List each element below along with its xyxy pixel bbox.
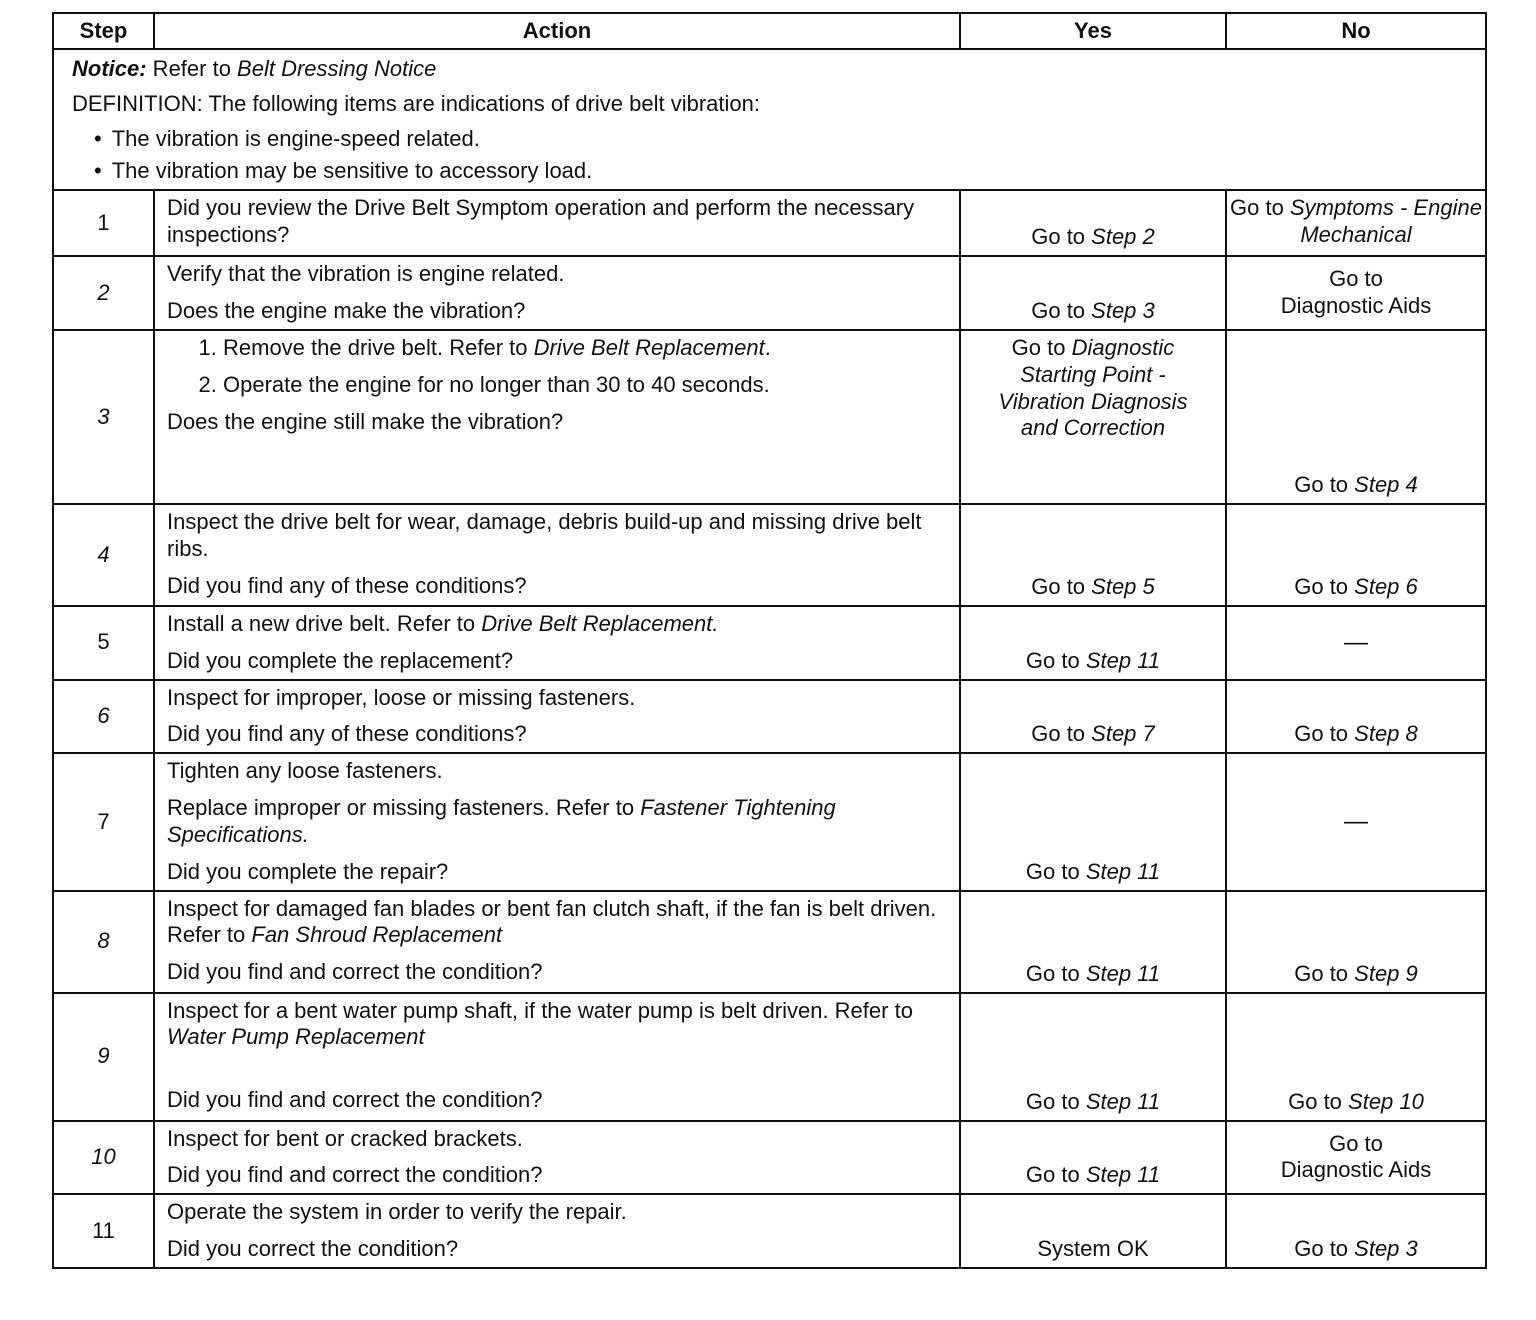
yes-text: Go to	[1031, 298, 1092, 324]
step-link[interactable]: Step 11	[1085, 647, 1161, 673]
action-text	[167, 611, 949, 638]
action-cell	[154, 680, 960, 754]
drive-belt-link[interactable]: Drive Belt Replacement	[533, 334, 765, 360]
yes-text: Go to	[1011, 334, 1072, 360]
no-cell	[1226, 504, 1486, 606]
yes-cell	[960, 190, 1226, 256]
action-question: Did you correct the condition?	[167, 1236, 459, 1262]
yes-cell	[960, 606, 1226, 680]
action-steps	[167, 335, 949, 399]
header-row	[53, 13, 1486, 49]
action-question: Did you review the Drive Belt Symptom operation and perform the necessary inspections?	[167, 195, 915, 248]
yes-cell	[960, 1121, 1226, 1195]
item-text: .	[764, 334, 771, 360]
action-text	[167, 998, 949, 1052]
table-row	[53, 1194, 1486, 1268]
action-cell	[154, 190, 960, 256]
header-yes: Yes	[960, 13, 1226, 49]
action-question: Did you find and correct the condition?	[167, 1087, 543, 1113]
header-action: Action	[154, 13, 960, 49]
action-cell	[154, 606, 960, 680]
action-text-part: Inspect for a bent water pump shaft, if the water pump is belt driven. Refer to	[167, 997, 913, 1023]
action-question: Did you find and correct the condition?	[167, 1162, 543, 1188]
table-row	[53, 891, 1486, 993]
no-cell	[1226, 190, 1486, 256]
notice-label: Notice:	[72, 56, 147, 81]
step-link[interactable]: Step 5	[1091, 574, 1155, 600]
yes-cell: System OK	[960, 1194, 1226, 1268]
action-question: Did you complete the replacement?	[167, 647, 514, 673]
list-item	[223, 335, 949, 362]
yes-cell	[960, 993, 1226, 1121]
action-text: Verify that the vibration is engine related.	[167, 261, 565, 287]
bullet-item: • The vibration may be sensitive to accessory load.	[94, 158, 1467, 185]
yes-cell	[960, 330, 1226, 504]
bullet-item: • The vibration is engine-speed related.	[94, 126, 1467, 153]
notice-text: Refer to	[146, 56, 238, 81]
no-cell	[1226, 330, 1486, 504]
yes-text: Go to	[1025, 1162, 1086, 1188]
action-cell	[154, 891, 960, 993]
header-no: No	[1226, 13, 1486, 49]
action-text: Inspect the drive belt for wear, damage, debris build-up and missing drive belt ribs.	[167, 508, 922, 561]
step-link[interactable]: Step 8	[1354, 721, 1418, 747]
step-number: 9	[53, 993, 154, 1121]
action-question: Did you find and correct the condition?	[167, 959, 543, 985]
notice-line	[72, 56, 1467, 83]
no-cell[interactable]: Go to Diagnostic Aids	[1226, 256, 1486, 330]
step-link[interactable]: Step 10	[1348, 1088, 1424, 1114]
action-text: Inspect for bent or cracked brackets.	[167, 1125, 523, 1151]
action-text	[167, 795, 949, 849]
no-text: Go to	[1294, 721, 1355, 747]
item-text: Operate the engine for no longer than 30 to 40 seconds.	[223, 371, 770, 397]
table-row	[53, 606, 1486, 680]
no-cell	[1226, 1194, 1486, 1268]
action-text: Operate the system in order to verify the repair.	[167, 1199, 627, 1225]
table-row	[53, 504, 1486, 606]
action-question: Did you complete the repair?	[167, 858, 449, 884]
action-cell	[154, 256, 960, 330]
action-text-part: Install a new drive belt. Refer to	[167, 610, 482, 636]
action-question: Did you find any of these conditions?	[167, 572, 527, 598]
no-cell: —	[1226, 606, 1486, 680]
yes-text: Go to	[1025, 647, 1086, 673]
step-number: 1	[53, 190, 154, 256]
table-row	[53, 330, 1486, 504]
step-number: 3	[53, 330, 154, 504]
drive-belt-link[interactable]: Drive Belt Replacement.	[481, 610, 719, 636]
step-number: 4	[53, 504, 154, 606]
step-number: 6	[53, 680, 154, 754]
yes-text: Go to	[1025, 1088, 1086, 1114]
table-row	[53, 993, 1486, 1121]
action-question: Does the engine still make the vibration?	[167, 408, 564, 434]
yes-text: Go to	[1025, 858, 1086, 884]
yes-text: Go to	[1025, 960, 1086, 986]
table-row	[53, 190, 1486, 256]
yes-text: Go to	[1031, 574, 1092, 600]
table-row	[53, 256, 1486, 330]
no-text: Go to	[1294, 1236, 1355, 1262]
step-number: 7	[53, 753, 154, 890]
fan-shroud-link[interactable]: Fan Shroud Replacement	[251, 922, 503, 948]
yes-text: Go to	[1031, 224, 1092, 250]
symptoms-link[interactable]: Symptoms - Engine Mechanical	[1289, 195, 1482, 248]
action-text-part: Inspect for damaged fan blades or bent fan clutch shaft, if the fan is belt driven. Refer to	[167, 895, 937, 948]
action-text: Tighten any loose fasteners.	[167, 758, 443, 784]
diagnostic-link[interactable]: Diagnostic Starting Point - Vibration Diagnosis and Correction	[998, 334, 1188, 441]
step-link[interactable]: Step 11	[1085, 960, 1161, 986]
action-cell	[154, 993, 960, 1121]
step-link[interactable]: Step 7	[1091, 721, 1155, 747]
step-number: 2	[53, 256, 154, 330]
yes-cell	[960, 680, 1226, 754]
no-cell	[1226, 891, 1486, 993]
no-text: Go to	[1294, 574, 1355, 600]
table-row	[53, 753, 1486, 890]
definition-text: DEFINITION: The following items are indications of drive belt vibration:	[72, 90, 760, 116]
step-link[interactable]: Step 6	[1354, 574, 1418, 600]
action-cell	[154, 1194, 960, 1268]
action-question: Did you find any of these conditions?	[167, 721, 527, 747]
table-row	[53, 1121, 1486, 1195]
notice-row	[53, 49, 1486, 190]
step-link[interactable]: Step 11	[1085, 1162, 1161, 1188]
diagnostic-table	[52, 12, 1487, 1269]
no-cell[interactable]: Go to Diagnostic Aids	[1226, 1121, 1486, 1195]
step-link[interactable]: Step 4	[1354, 472, 1418, 498]
step-link[interactable]: Step 2	[1091, 224, 1155, 250]
yes-cell	[960, 891, 1226, 993]
no-text: Go to	[1294, 472, 1355, 498]
step-link[interactable]: Step 9	[1354, 960, 1418, 986]
no-cell	[1226, 993, 1486, 1121]
action-text: Inspect for improper, loose or missing fasteners.	[167, 684, 636, 710]
step-link[interactable]: Step 11	[1085, 1088, 1161, 1114]
step-link[interactable]: Step 11	[1085, 858, 1161, 884]
yes-text: Go to	[1031, 721, 1092, 747]
fastener-link[interactable]: Fastener Tightening Specifications.	[167, 795, 836, 847]
no-text: Go to	[1230, 195, 1290, 221]
notice-ref: Belt Dressing Notice	[237, 56, 437, 81]
yes-cell	[960, 504, 1226, 606]
item-text: Remove the drive belt. Refer to	[223, 334, 534, 360]
action-cell	[154, 1121, 960, 1195]
yes-cell	[960, 753, 1226, 890]
step-link[interactable]: Step 3	[1354, 1236, 1418, 1262]
water-pump-link[interactable]: Water Pump Replacement	[167, 1024, 425, 1050]
step-number: 11	[53, 1194, 154, 1268]
step-link[interactable]: Step 3	[1091, 298, 1155, 324]
no-cell: —	[1226, 753, 1486, 890]
table-row	[53, 680, 1486, 754]
action-question: Does the engine make the vibration?	[167, 298, 526, 324]
header-step: Step	[53, 13, 154, 49]
no-cell	[1226, 680, 1486, 754]
action-text-part: Replace improper or missing fasteners. Refer to	[167, 795, 641, 821]
action-cell	[154, 504, 960, 606]
no-text: Go to	[1288, 1088, 1349, 1114]
action-cell	[154, 330, 960, 504]
no-text: Go to	[1294, 960, 1355, 986]
action-text	[167, 896, 949, 950]
step-number: 5	[53, 606, 154, 680]
list-item	[223, 372, 949, 399]
step-number: 10	[53, 1121, 154, 1195]
step-number: 8	[53, 891, 154, 993]
action-cell	[154, 753, 960, 890]
yes-cell	[960, 256, 1226, 330]
